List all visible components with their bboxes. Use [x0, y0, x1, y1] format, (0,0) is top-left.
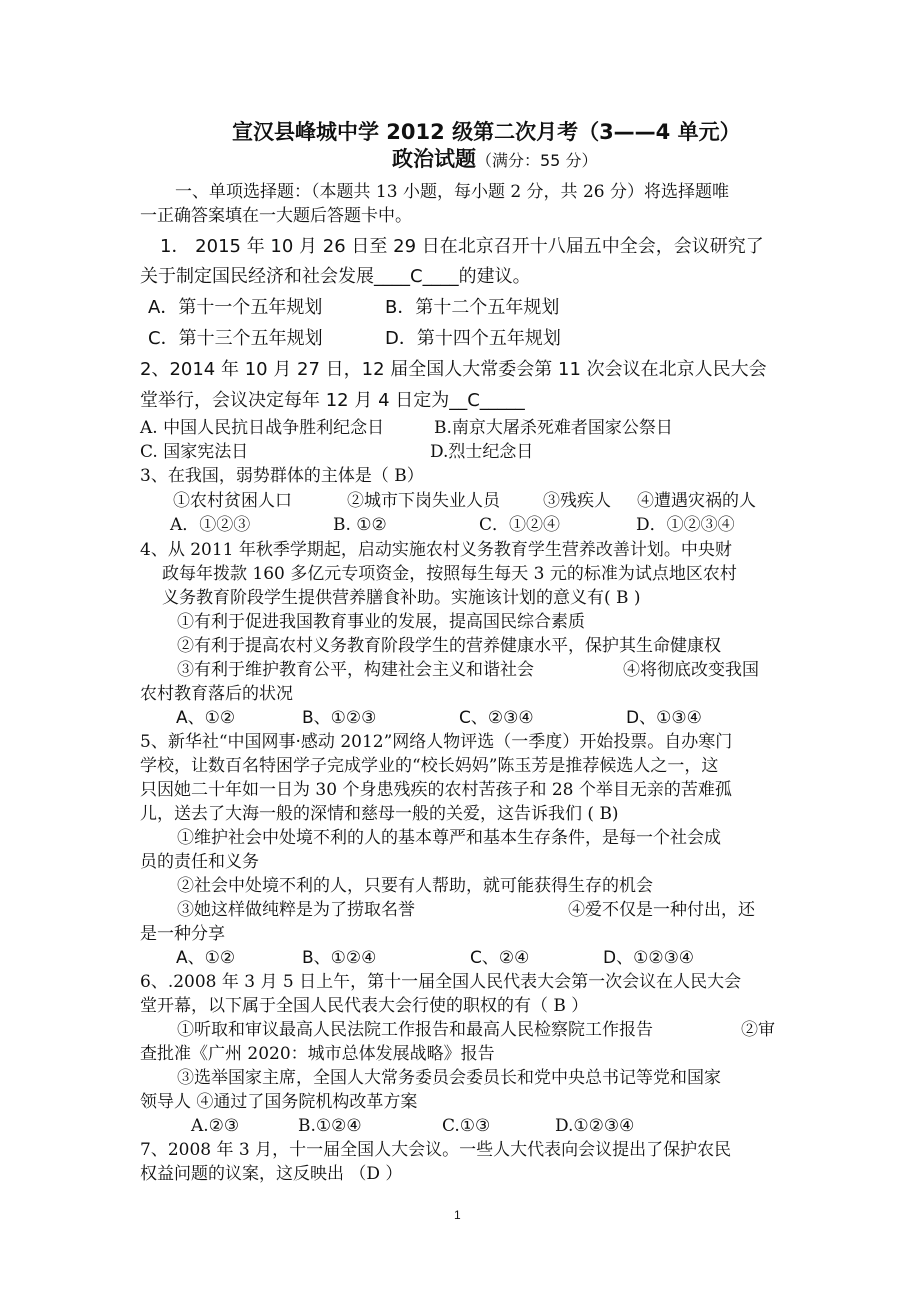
q6-option-a: A.②③: [191, 1116, 240, 1136]
q4-option-a: A、①②: [176, 708, 236, 728]
q5-item-4-cont: 是一种分享: [140, 924, 225, 944]
q6-item-1: ①听取和审议最高人民法院工作报告和最高人民检察院工作报告: [177, 1020, 653, 1040]
q3-option-a: A．①②③: [170, 515, 251, 535]
q2-option-a: A. 中国人民抗日战争胜利纪念日: [140, 418, 385, 438]
q6-option-d: D.①②③④: [555, 1116, 635, 1136]
question-6-stem-2: 堂开幕，以下属于全国人民代表大会行使的职权的有（ B ）: [140, 996, 589, 1016]
exam-subtitle: [392, 143, 597, 173]
question-2-stem: 2、2014 年 10 月 27 日，12 届全国人大常委会第 11 次会议在北京人民大会: [140, 359, 767, 380]
q4-option-b: B、①②③: [302, 708, 377, 728]
question-5-stem-4: 儿，送去了大海一般的深情和慈母一般的关爱，这告诉我们 ( B): [140, 804, 619, 824]
q3-option-b: B. ①②: [333, 515, 387, 535]
q4-item-3: ③有利于维护教育公平，构建社会主义和谐社会: [177, 660, 534, 680]
q6-option-c: C.①③: [442, 1116, 491, 1136]
q1-option-d: D．第十四个五年规划: [385, 328, 561, 349]
question-6-stem: 6、.2008 年 3 月 5 日上午，第十一届全国人民代表大会第一次会议在人民大会: [140, 972, 742, 992]
question-5-stem-3: 只因她二十年如一日为 30 个身患残疾的农村苦孩子和 28 个举目无亲的苦难孤: [140, 780, 732, 800]
q5-item-4: ④爱不仅是一种付出，还: [568, 900, 755, 920]
q6-item-2: ②审: [741, 1020, 775, 1040]
exam-title: 宣汉县峰城中学 2012 级第二次月考（3——4 单元）: [232, 120, 741, 144]
q2-option-b: B.南京大屠杀死难者国家公祭日: [434, 418, 673, 438]
section-intro: 一、单项选择题：（本题共 13 小题，每小题 2 分，共 26 分）将选择题唯: [175, 182, 730, 202]
question-5-stem: 5、新华社“中国网事·感动 2012”网络人物评选（一季度）开始投票。自办寒门: [140, 732, 733, 752]
full-score: （满分：55 分）: [476, 151, 598, 170]
q5-option-c: C、②④: [470, 948, 530, 968]
q4-option-c: C、②③④: [459, 708, 534, 728]
q4-item-2: ②有利于提高农村义务教育阶段学生的营养健康水平，保护其生命健康权: [177, 636, 721, 656]
question-7-stem-2: 权益问题的议案，这反映出 （D ）: [140, 1164, 403, 1184]
q5-item-2: ②社会中处境不利的人，只要有人帮助，就可能获得生存的机会: [177, 876, 653, 896]
q3-option-c: C．①②④: [479, 515, 561, 535]
q1-option-a: A．第十一个五年规划: [148, 297, 323, 318]
question-4-stem: 4、从 2011 年秋季学期起，启动实施农村义务教育学生营养改善计划。中央财: [140, 540, 732, 560]
question-1-stem: 1． 2015 年 10 月 26 日至 29 日在北京召开十八届五中全会，会议研究了: [160, 236, 764, 257]
q5-item-1-cont: 员的责任和义务: [140, 852, 259, 872]
q4-option-d: D、①③④: [626, 708, 702, 728]
q2-option-c: C. 国家宪法日: [140, 442, 249, 462]
q6-item-3: ③选举国家主席，全国人大常务委员会委员长和党中央总书记等党和国家: [177, 1068, 721, 1088]
question-2-stem-cont: 堂举行，会议决定每年 12 月 4 日定为__C_____: [140, 390, 525, 411]
q5-option-b: B、①②④: [302, 948, 377, 968]
q3-option-d: D．①②③④: [636, 515, 735, 535]
page-number: 1: [454, 1208, 461, 1222]
q6-option-b: B.①②④: [298, 1116, 362, 1136]
q6-item-2-cont: 查批准《广州 2020：城市总体发展战略》报告: [140, 1044, 495, 1064]
question-4-stem-2: 政每年拨款 160 多亿元专项资金，按照每生每天 3 元的标准为试点地区农村: [162, 564, 737, 584]
q1-option-b: B．第十二个五年规划: [385, 297, 560, 318]
q3-item-3: ③残疾人: [543, 491, 611, 511]
q3-item-2: ②城市下岗失业人员: [347, 491, 500, 511]
q4-item-4: ④将彻底改变我国: [623, 660, 759, 680]
q5-item-1: ①维护社会中处境不利的人的基本尊严和基本生存条件，是每一个社会成: [177, 828, 721, 848]
subject-title: 政治试题: [392, 147, 476, 171]
question-3-stem: 3、在我国，弱势群体的主体是（ B）: [140, 466, 424, 486]
q5-option-a: A、①②: [176, 948, 236, 968]
q1-option-c: C．第十三个五年规划: [148, 328, 323, 349]
q6-item-3-cont: 领导人 ④通过了国务院机构改革方案: [140, 1092, 418, 1112]
question-5-stem-2: 学校，让数百名特困学子完成学业的“校长妈妈”陈玉芳是推荐候选人之一，这: [140, 756, 719, 776]
q4-item-1: ①有利于促进我国教育事业的发展，提高国民综合素质: [177, 612, 585, 632]
question-1-stem-cont: 关于制定国民经济和社会发展____C____的建议。: [140, 266, 531, 287]
q3-item-4: ④遭遇灾祸的人: [637, 491, 756, 511]
q4-item-4-cont: 农村教育落后的状况: [140, 684, 293, 704]
q5-item-3: ③她这样做纯粹是为了捞取名誉: [177, 900, 415, 920]
section-intro-cont: 一正确答案填在一大题后答题卡中。: [140, 206, 412, 226]
q5-option-d: D、①②③④: [603, 948, 695, 968]
q3-item-1: ①农村贫困人口: [173, 491, 292, 511]
question-4-stem-3: 义务教育阶段学生提供营养膳食补助。实施该计划的意义有( B ): [162, 588, 641, 608]
q2-option-d: D.烈士纪念日: [430, 442, 534, 462]
question-7-stem: 7、2008 年 3 月，十一届全国人大会议。一些人大代表向会议提出了保护农民: [140, 1140, 732, 1160]
